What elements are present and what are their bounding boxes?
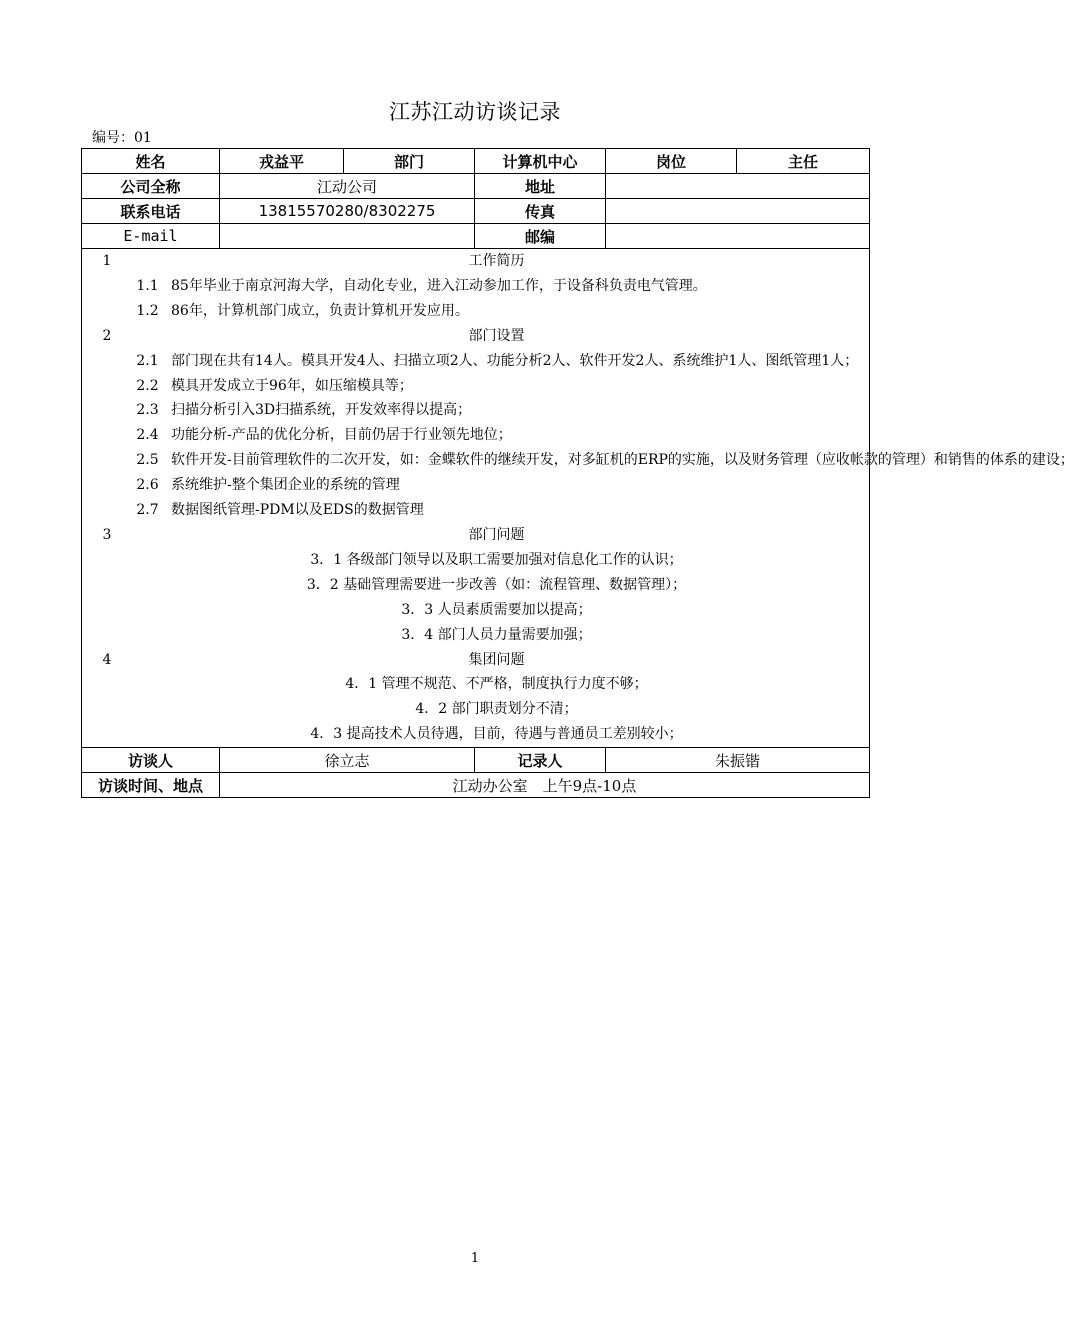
item-text: 系统维护-整个集团企业的系统的管理 bbox=[171, 477, 400, 494]
address-label: 地址 bbox=[475, 174, 606, 199]
list-item: 3．4 部门人员力量需要加强； bbox=[401, 626, 592, 643]
info-row-company bbox=[82, 174, 870, 199]
interviewer-label: 访谈人 bbox=[82, 748, 220, 773]
list-item bbox=[82, 398, 869, 423]
section-group-issues bbox=[82, 648, 869, 673]
document-number: 编号：01 bbox=[92, 130, 152, 146]
section-number: 4 bbox=[102, 651, 112, 668]
phone-label: 联系电话 bbox=[82, 199, 220, 224]
company-value: 江动公司 bbox=[220, 174, 475, 199]
interview-content bbox=[82, 249, 1074, 748]
item-text: 部门现在共有14人。模具开发4人、扫描立项2人、功能分析2人、软件开发2人、系统维护1人、图纸管理1人； bbox=[171, 352, 859, 369]
list-item: 4．1 管理不规范、不严格，制度执行力度不够； bbox=[345, 676, 648, 693]
item-text: 功能分析-产品的优化分析，目前仍居于行业领先地位； bbox=[171, 427, 512, 444]
list-item: 3．1 各级部门领导以及职工需要加强对信息化工作的认识； bbox=[310, 551, 683, 568]
item-text: 85年毕业于南京河海大学，自动化专业，进入江动参加工作，于设备科负责电气管理。 bbox=[171, 277, 707, 294]
department-value: 计算机中心 bbox=[475, 149, 606, 174]
list-item: 4．2 部门职责划分不清； bbox=[415, 701, 578, 718]
section-work-history bbox=[82, 249, 869, 274]
content-row bbox=[82, 249, 870, 748]
list-item: 4．3 提高技术人员待遇，目前，待遇与普通员工差别较小； bbox=[310, 726, 683, 743]
footer-row-time-place bbox=[82, 773, 870, 798]
item-number: 2.4 bbox=[136, 427, 159, 444]
item-number: 2.2 bbox=[136, 377, 159, 394]
footer-row-people bbox=[82, 748, 870, 773]
name-label: 姓名 bbox=[82, 149, 220, 174]
section-number: 2 bbox=[102, 327, 112, 344]
section-number: 3 bbox=[102, 526, 112, 543]
fax-value bbox=[606, 199, 870, 224]
item-number: 1.2 bbox=[136, 302, 159, 319]
address-value bbox=[606, 174, 870, 199]
name-value: 戎益平 bbox=[220, 149, 344, 174]
section-title: 部门问题 bbox=[468, 526, 525, 543]
position-label: 岗位 bbox=[606, 149, 737, 174]
info-row-email bbox=[82, 224, 870, 249]
info-row-phone bbox=[82, 199, 870, 224]
list-item bbox=[82, 274, 869, 299]
list-item bbox=[82, 473, 869, 498]
email-value bbox=[220, 224, 475, 249]
postcode-value bbox=[606, 224, 870, 249]
recorder-label: 记录人 bbox=[475, 748, 606, 773]
item-text: 86年，计算机部门成立，负责计算机开发应用。 bbox=[171, 302, 469, 319]
interview-record-table bbox=[81, 148, 1074, 798]
item-text: 模具开发成立于96年，如压缩模具等； bbox=[171, 377, 413, 394]
item-text: 软件开发-目前管理软件的二次开发，如：金蝶软件的继续开发，对多缸机的ERP的实施，以及财务管理（应收帐款的管理）和销售的体系的建设； bbox=[171, 452, 1074, 469]
list-item: 3．3 人员素质需要加以提高； bbox=[401, 601, 592, 618]
section-number: 1 bbox=[102, 253, 112, 269]
section-department-setup bbox=[82, 324, 869, 349]
email-label: E-mail bbox=[82, 224, 220, 249]
section-title: 工作简历 bbox=[468, 253, 525, 269]
section-department-issues bbox=[82, 523, 869, 548]
item-number: 1.1 bbox=[136, 277, 159, 294]
page-title: 江苏江动访谈记录 bbox=[389, 100, 561, 124]
item-text: 扫描分析引入3D扫描系统，开发效率得以提高； bbox=[171, 402, 472, 419]
company-label: 公司全称 bbox=[82, 174, 220, 199]
position-value: 主任 bbox=[737, 149, 870, 174]
item-number: 2.5 bbox=[136, 452, 159, 469]
time-place-label: 访谈时间、地点 bbox=[82, 773, 220, 798]
phone-value: 13815570280/8302275 bbox=[220, 199, 475, 224]
list-item bbox=[82, 374, 869, 399]
department-label: 部门 bbox=[344, 149, 475, 174]
list-item bbox=[82, 498, 869, 523]
item-number: 2.3 bbox=[136, 402, 159, 419]
list-item: 3．2 基础管理需要进一步改善（如：流程管理、数据管理）； bbox=[306, 576, 687, 593]
list-item bbox=[82, 349, 869, 374]
section-title: 部门设置 bbox=[468, 327, 525, 344]
item-text: 数据图纸管理-PDM以及EDS的数据管理 bbox=[171, 502, 424, 519]
time-place-value: 江动办公室 上午9点-10点 bbox=[220, 773, 870, 798]
postcode-label: 邮编 bbox=[475, 224, 606, 249]
list-item bbox=[82, 423, 869, 448]
item-number: 2.7 bbox=[136, 502, 159, 519]
fax-label: 传真 bbox=[475, 199, 606, 224]
interviewer-value: 徐立志 bbox=[220, 748, 475, 773]
list-item bbox=[82, 448, 1074, 473]
info-row-name bbox=[82, 149, 870, 174]
page-number: 1 bbox=[470, 1251, 480, 1266]
item-number: 2.6 bbox=[136, 477, 159, 494]
section-title: 集团问题 bbox=[468, 651, 525, 668]
item-number: 2.1 bbox=[136, 352, 159, 369]
recorder-value: 朱振锴 bbox=[606, 748, 870, 773]
list-item bbox=[82, 299, 869, 324]
